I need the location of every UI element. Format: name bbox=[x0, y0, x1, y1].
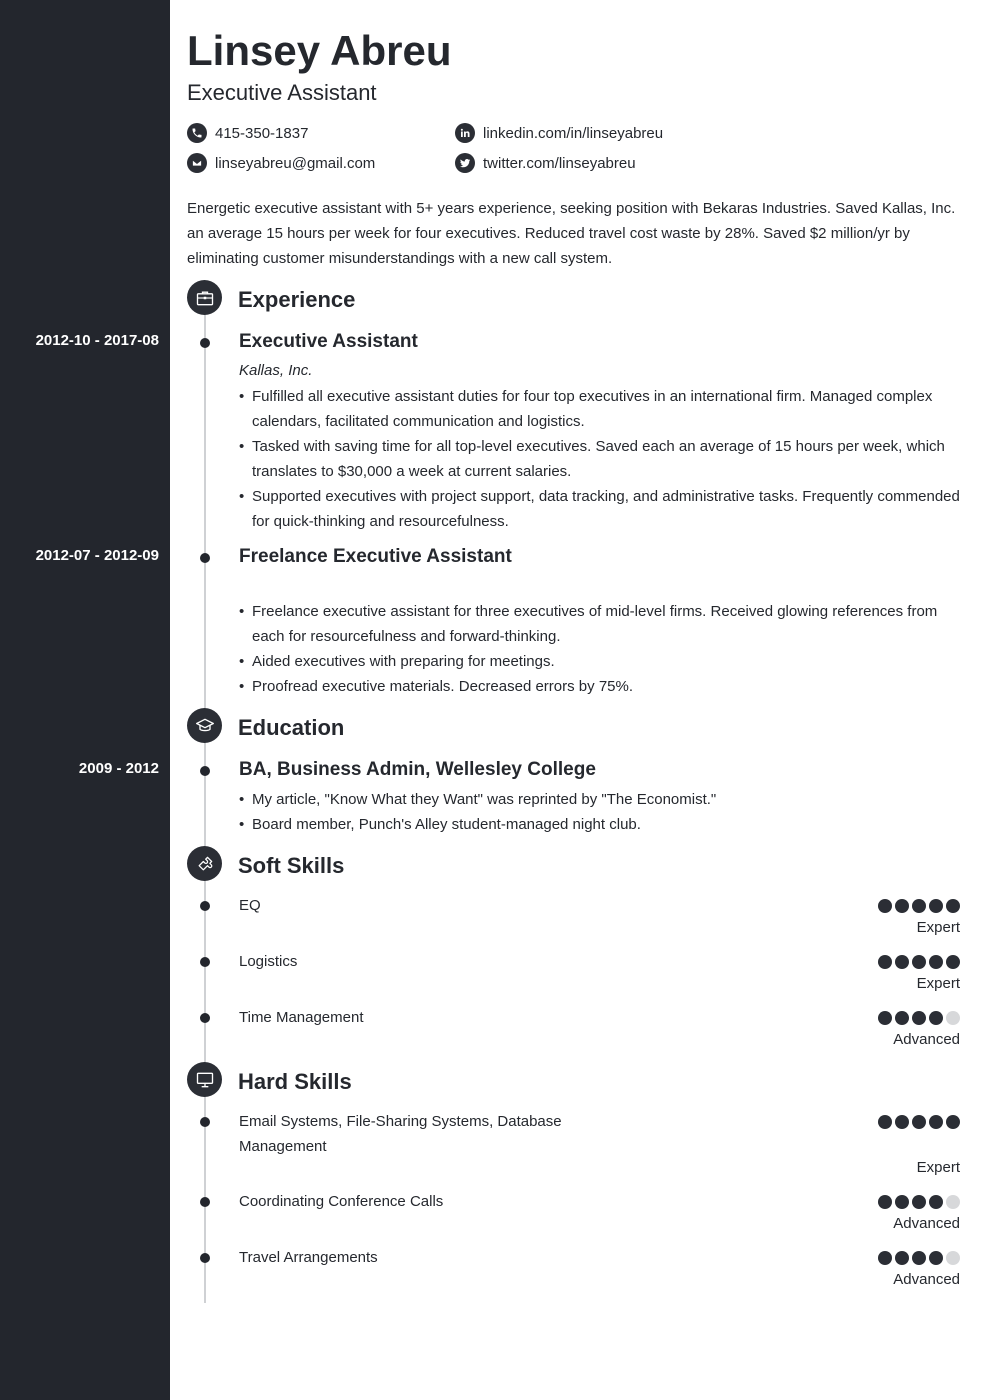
section-title-soft-skills: Soft Skills bbox=[238, 853, 345, 878]
rating-dot-filled bbox=[878, 1115, 892, 1129]
rating-dot-filled bbox=[946, 955, 960, 969]
hard-skill-2-name: Coordinating Conference Calls bbox=[239, 1193, 444, 1210]
puzzle-icon bbox=[187, 846, 222, 881]
job-1-bullets bbox=[239, 384, 964, 534]
timeline-line bbox=[204, 300, 206, 1303]
list-item: • My article, "Know What they Want" was reprinted by "The Economist." bbox=[239, 787, 964, 812]
rating-dot-filled bbox=[946, 899, 960, 913]
rating-dot-filled bbox=[912, 899, 926, 913]
hard-skill-3-name: Travel Arrangements bbox=[239, 1249, 378, 1266]
contact-email[interactable] bbox=[187, 152, 375, 174]
rating-dot-filled bbox=[912, 1115, 926, 1129]
skill-rating bbox=[878, 899, 960, 913]
timeline-dot bbox=[200, 901, 210, 911]
education-1-dates: 2009 - 2012 bbox=[78, 760, 159, 777]
linkedin-text: linkedin.com/in/linseyabreu bbox=[483, 124, 664, 142]
rating-dot-filled bbox=[878, 1251, 892, 1265]
rating-dot-filled bbox=[878, 1011, 892, 1025]
rating-dot-empty bbox=[946, 1195, 960, 1209]
skill-rating bbox=[878, 955, 960, 969]
hard-skill-1-level: Expert bbox=[916, 1159, 960, 1176]
resume-title: Executive Assistant bbox=[187, 80, 377, 105]
rating-dot-filled bbox=[929, 1251, 943, 1265]
twitter-icon bbox=[455, 153, 475, 173]
phone-icon bbox=[187, 123, 207, 143]
rating-dot-filled bbox=[895, 899, 909, 913]
resume-name: Linsey Abreu bbox=[187, 27, 452, 74]
timeline-dot bbox=[200, 1117, 210, 1127]
job-2-dates: 2012-07 - 2012-09 bbox=[35, 547, 159, 564]
hard-skill-3-level: Advanced bbox=[893, 1271, 960, 1288]
hard-skill-1-name: Email Systems, File-Sharing Systems, Database Management bbox=[239, 1113, 562, 1155]
contact-linkedin[interactable] bbox=[455, 122, 663, 144]
timeline-dot bbox=[200, 1013, 210, 1023]
rating-dot-empty bbox=[946, 1011, 960, 1025]
section-title-education: Education bbox=[238, 715, 345, 740]
rating-dot-filled bbox=[878, 955, 892, 969]
linkedin-icon bbox=[455, 123, 475, 143]
list-item: • Tasked with saving time for all top-level executives. Saved each an average of 15 hours per week, which translates to $30,000 a week at current salaries. bbox=[239, 434, 964, 484]
section-title-experience: Experience bbox=[238, 287, 356, 312]
phone-text: 415-350-1837 bbox=[215, 124, 309, 142]
rating-dot-filled bbox=[895, 1195, 909, 1209]
skill-rating bbox=[878, 1115, 960, 1129]
briefcase-icon bbox=[187, 280, 222, 315]
list-item: • Aided executives with preparing for meetings. bbox=[239, 649, 964, 674]
education-1-bullets bbox=[239, 787, 964, 837]
job-2-title: Freelance Executive Assistant bbox=[239, 546, 512, 567]
contact-phone[interactable] bbox=[187, 122, 308, 144]
email-text: linseyabreu@gmail.com bbox=[215, 154, 376, 172]
job-1-title: Executive Assistant bbox=[239, 331, 418, 352]
rating-dot-filled bbox=[912, 1011, 926, 1025]
timeline-dot bbox=[200, 957, 210, 967]
rating-dot-filled bbox=[929, 1115, 943, 1129]
timeline-dot bbox=[200, 766, 210, 776]
rating-dot-filled bbox=[878, 1195, 892, 1209]
timeline-dot bbox=[200, 338, 210, 348]
email-icon bbox=[187, 153, 207, 173]
soft-skill-2-level: Expert bbox=[916, 975, 960, 992]
rating-dot-filled bbox=[929, 955, 943, 969]
list-item: • Board member, Punch's Alley student-managed night club. bbox=[239, 812, 964, 837]
rating-dot-filled bbox=[912, 1195, 926, 1209]
rating-dot-filled bbox=[946, 1115, 960, 1129]
rating-dot-empty bbox=[946, 1251, 960, 1265]
rating-dot-filled bbox=[895, 1251, 909, 1265]
job-2-bullets bbox=[239, 599, 964, 699]
rating-dot-filled bbox=[929, 1195, 943, 1209]
soft-skill-3-name: Time Management bbox=[239, 1009, 364, 1026]
rating-dot-filled bbox=[929, 1011, 943, 1025]
sidebar bbox=[0, 0, 170, 1400]
rating-dot-filled bbox=[895, 1115, 909, 1129]
rating-dot-filled bbox=[912, 955, 926, 969]
timeline-dot bbox=[200, 1253, 210, 1263]
skill-rating bbox=[878, 1011, 960, 1025]
summary: Energetic executive assistant with 5+ years experience, seeking position with Bekaras Industries. Saved Kallas, Inc. an average 15 hours per week for four executives. Reduced travel cost waste by 28%. Saved $2 million/yr by eliminating customer misunderstandings with a new call system. bbox=[187, 200, 956, 267]
hard-skill-2-level: Advanced bbox=[893, 1215, 960, 1232]
job-1-company: Kallas, Inc. bbox=[239, 362, 313, 379]
education-1-title: BA, Business Admin, Wellesley College bbox=[239, 759, 596, 780]
list-item: • Proofread executive materials. Decreased errors by 75%. bbox=[239, 674, 964, 699]
job-1-dates: 2012-10 - 2017-08 bbox=[35, 332, 159, 349]
timeline-dot bbox=[200, 1197, 210, 1207]
timeline-dot bbox=[200, 553, 210, 563]
section-title-hard-skills: Hard Skills bbox=[238, 1069, 352, 1094]
rating-dot-filled bbox=[895, 955, 909, 969]
monitor-icon bbox=[187, 1062, 222, 1097]
list-item: • Freelance executive assistant for three executives of mid-level firms. Received glowing references from each for resourcefulness and forward-thinking. bbox=[239, 599, 964, 649]
rating-dot-filled bbox=[878, 899, 892, 913]
rating-dot-filled bbox=[895, 1011, 909, 1025]
soft-skill-3-level: Advanced bbox=[893, 1031, 960, 1048]
soft-skill-1-name: EQ bbox=[239, 897, 261, 914]
list-item: • Supported executives with project support, data tracking, and administrative tasks. Frequently commended for quick-thinking and resourcefulness. bbox=[239, 484, 964, 534]
skill-rating bbox=[878, 1251, 960, 1265]
rating-dot-filled bbox=[929, 899, 943, 913]
twitter-text: twitter.com/linseyabreu bbox=[483, 154, 636, 172]
graduation-cap-icon bbox=[187, 708, 222, 743]
skill-rating bbox=[878, 1195, 960, 1209]
rating-dot-filled bbox=[912, 1251, 926, 1265]
contact-twitter[interactable] bbox=[455, 152, 636, 174]
soft-skill-1-level: Expert bbox=[916, 919, 960, 936]
soft-skill-2-name: Logistics bbox=[239, 953, 298, 970]
list-item: • Fulfilled all executive assistant duties for four top executives in an international firm. Managed complex calendars, facilitated communication and logistics. bbox=[239, 384, 964, 434]
